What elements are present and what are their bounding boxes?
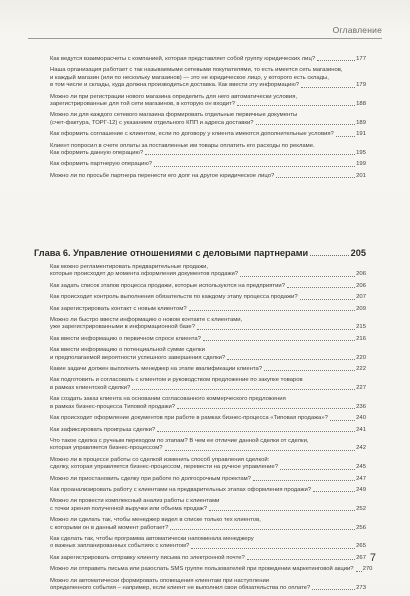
toc-entry (50, 517, 366, 536)
toc-entry-page-number: 206 (356, 282, 366, 289)
dot-leader (317, 60, 355, 61)
toc-entry-page-number: 195 (356, 150, 366, 157)
running-header-title: Оглавление (332, 25, 382, 35)
toc-entry-last-line (50, 324, 366, 331)
toc-entry-page-number: 201 (356, 172, 366, 179)
toc-entry (50, 555, 366, 566)
dot-leader (276, 177, 355, 178)
toc-entry (50, 336, 366, 347)
toc-entry-line: Как ввести информацию о потенциальной сумме сделки (50, 347, 205, 354)
toc-entry-text: Как зарегистрировать отправку клиенту письма по электронной почте? (50, 554, 245, 561)
toc-entry (50, 377, 366, 396)
toc-entry-page-number: 241 (356, 426, 366, 433)
dot-leader (203, 340, 355, 341)
toc-entry-last-line (50, 161, 366, 168)
toc-entry-page-number: 207 (356, 294, 366, 301)
dot-leader (312, 589, 355, 590)
toc-entry-page-number: 240 (356, 415, 366, 422)
toc-entry-last-line (50, 404, 366, 411)
toc-entry (50, 396, 366, 415)
dot-leader (154, 166, 355, 167)
toc-entry-last-line (50, 555, 366, 562)
dot-leader (132, 389, 355, 390)
toc-entry-page-number: 256 (356, 524, 366, 531)
toc-entry-page-number: 189 (356, 119, 366, 126)
dot-leader (165, 450, 356, 451)
toc-entry-page-number: 220 (356, 354, 366, 361)
toc-entry (50, 112, 366, 131)
toc-entry-page-number: 247 (356, 475, 366, 482)
toc-entry-text: Как зафиксировать проигрыш сделки? (50, 426, 156, 433)
toc-entry-text: (счет-фактура, ТОРГ-12) с указанием отдельного КПП и адреса доставки? (50, 119, 254, 126)
toc-entry-line: Можно ли быстро ввести информацию о новом контакте с клиентами, (50, 317, 243, 324)
chapter-page-number: 205 (350, 248, 366, 258)
toc-entry-page-number: 177 (356, 56, 366, 62)
toc-entry-last-line (50, 294, 366, 301)
toc-entry-line: и каждый магазин (или по нескольку магазинов) — это не юридическое лицо, у которого есть склады, (50, 74, 329, 81)
toc-entry-text: Как происходит контроль выполнения обязательств по каждому этапу процесса продажи? (50, 294, 298, 301)
toc-entry-text: Как проанализировать работу с клиентами на предварительных этапах оформления продажи? (50, 486, 312, 493)
toc-entry-page-number: 215 (356, 324, 366, 331)
toc-entry-last-line (50, 543, 366, 550)
toc-entry (50, 536, 366, 555)
toc-entry-page-number: 267 (356, 554, 366, 561)
dot-leader (256, 124, 356, 125)
toc-entry (50, 566, 373, 577)
toc-entry-text: в том числе и склады, куда должна производиться доставка. Как ввести эту информацию? (50, 82, 300, 89)
toc-entry-text: определенного события – например, если клиент не выполнил свои обязательства по оплате? (50, 585, 311, 591)
toc-entry-last-line (50, 427, 366, 434)
toc-entry (50, 427, 366, 438)
toc-section-chapter-6 (50, 264, 373, 596)
dot-leader (287, 287, 355, 288)
header-rule (28, 38, 382, 39)
dot-leader (310, 255, 348, 256)
toc-entry-last-line (50, 306, 366, 313)
toc-entry-text: с которыми он в данный момент работает? (50, 524, 169, 531)
toc-entry-last-line (50, 131, 366, 138)
dot-leader (330, 420, 355, 421)
toc-entry-text: которая управляется бизнес-процессом? (50, 445, 163, 452)
toc-entry-page-number: 249 (356, 486, 366, 493)
dot-leader (301, 87, 355, 88)
toc-entry (50, 264, 366, 283)
toc-entry-last-line (50, 506, 366, 513)
toc-entry-text: Как оформить данную операцию? (50, 150, 144, 157)
toc-entry-line: Можно ли автоматически формировать оповещения клиентам при наступлении (50, 577, 270, 584)
toc-entry-text: уже зарегистрированными в информационной базе? (50, 324, 195, 331)
toc-entry-page-number: 273 (356, 585, 366, 591)
toc-entry-line: Можно ли для каждого сетевого магазина формировать отдельные первичные документы (50, 112, 298, 119)
toc-entry-text: Можно ли приостановить сделку при работе по долгосрочным проектам? (50, 475, 251, 482)
toc-entry-line: Можно ли при регистрации нового магазина определить для него автоматически условия, (50, 93, 298, 100)
toc-entry (50, 294, 366, 305)
toc-entry-page-number: 216 (356, 335, 366, 342)
dot-leader (264, 370, 355, 371)
dot-leader (300, 299, 356, 300)
dot-leader (177, 408, 355, 409)
toc-entry-page-number: 191 (356, 131, 366, 138)
toc-entry-page-number: 242 (356, 445, 366, 452)
toc-entry-last-line (50, 366, 366, 373)
toc-entry (50, 487, 366, 498)
toc-entry-last-line (50, 415, 366, 422)
toc-entry-text: Как оформить соглашение с клиентом, если по договору у клиента имеются дополнительные условия? (50, 131, 334, 138)
toc-entry (50, 283, 366, 294)
toc-entry-last-line (50, 585, 366, 592)
toc-entry-line: Наша организация работает с так называемыми сетевыми покупателями, то есть имеется сеть магазинов, (50, 67, 343, 74)
toc-entry-page-number: 252 (356, 505, 366, 512)
toc-entry-text: зарегистрированные для той сети магазинов, в которую он входит? (50, 101, 236, 108)
dot-leader (237, 105, 355, 106)
toc-entry-page-number: 265 (356, 543, 366, 550)
toc-entry-text: Как оформить партнерую операцию? (50, 161, 153, 168)
toc-entry (50, 131, 366, 142)
toc-entry-text: о важных запланированных событиях с клиентом? (50, 543, 190, 550)
toc-entry-line: Можно ли провести комплексный анализ работы с клиентами (50, 498, 220, 505)
dot-leader (145, 154, 355, 155)
toc-entry (50, 306, 366, 317)
toc-entry-page-number: 270 (362, 566, 373, 573)
toc-entry (50, 476, 366, 487)
toc-entry-text: в рамках бизнес-процесса Типовой продажи? (50, 403, 176, 410)
chapter-heading (34, 248, 366, 258)
toc-entry-last-line (50, 82, 366, 89)
toc-entry-page-number: 199 (356, 161, 366, 168)
toc-entry-last-line (50, 283, 366, 290)
toc-entry-last-line (50, 385, 366, 392)
toc-entry (50, 94, 366, 113)
toc-entry-text: Какие задачи должен выполнить менеджер на этапе квалификации клиента? (50, 366, 263, 373)
toc-section-before-chapter (50, 56, 366, 184)
toc-entry (50, 143, 366, 162)
toc-entry-last-line (50, 336, 366, 343)
dot-leader (157, 431, 355, 432)
toc-entry (50, 415, 366, 426)
toc-entry-line: Как можно регламентировать предварительные продажи, (50, 264, 209, 270)
dot-leader (240, 276, 355, 277)
toc-entry-text: Как происходит оформление документов при работе в рамках бизнес-процесса «Типовая продажа»? (50, 415, 328, 422)
toc-entry (50, 366, 366, 377)
toc-entry-page-number: 188 (356, 101, 366, 108)
dot-leader (227, 359, 355, 360)
dot-leader (170, 529, 355, 530)
dot-leader (280, 469, 355, 470)
toc-entry-text: Можно ли по просьбе партнера перенести его долг на другое юридическое лицо? (50, 172, 275, 179)
toc-entry-text: которые происходят до момента оформления документов продажи? (50, 271, 239, 278)
toc-entry (50, 161, 366, 172)
toc-entry-last-line (50, 150, 366, 157)
toc-entry-last-line (50, 120, 366, 127)
toc-entry-line: Как создать заказ клиента на основании согласованного коммерческого предложения (50, 396, 286, 403)
toc-entry-page-number: 209 (356, 305, 366, 312)
toc-entry-text: с точки зрения полученной выручки или объема продаж? (50, 505, 207, 512)
toc-entry-last-line (50, 355, 366, 362)
dot-leader (356, 571, 362, 572)
toc-entry (50, 56, 366, 67)
dot-leader (189, 310, 356, 311)
toc-entry (50, 173, 366, 184)
chapter-title: Глава 6. Управление отношениями с деловыми партнерами (34, 248, 309, 258)
toc-entry-last-line (50, 173, 366, 180)
toc-entry-last-line (50, 445, 366, 452)
toc-entry-last-line (50, 271, 366, 278)
toc-entry-page-number: 236 (356, 403, 366, 410)
toc-entry-page-number: 222 (356, 366, 366, 373)
toc-entry-text: Как ввести информацию о первичном спросе клиента? (50, 335, 201, 342)
dot-leader (197, 329, 355, 330)
toc-entry-text: Как зарегистрировать контакт с новым клиентом? (50, 305, 187, 312)
toc-entry-last-line (50, 476, 366, 483)
toc-entry-text: и предполагаемой вероятности успешного завершения сделки? (50, 354, 226, 361)
toc-entry-last-line (50, 566, 373, 573)
toc-entry-line: Что такое сделка с ручным переходом по этапам? В чем ее отличие данной сделки от сделки, (50, 437, 309, 444)
toc-entry-last-line (50, 101, 366, 108)
toc-entry (50, 317, 366, 336)
dot-leader (253, 480, 355, 481)
toc-entry-last-line (50, 487, 366, 494)
page-number: 7 (369, 552, 376, 564)
dot-leader (247, 559, 355, 560)
dot-leader (209, 510, 355, 511)
toc-entry-text: Как задать список этапов процесса продажи, которые используются на предприятии? (50, 282, 285, 289)
dot-leader (336, 136, 355, 137)
toc-entry-text: Как ведутся взаиморасчеты с компанией, которая представляет собой группу юридических лиц? (50, 56, 316, 62)
toc-entry (50, 578, 366, 596)
toc-entry-line: Можно ли сделать так, чтобы менеджер видел в списке только тех клиентов, (50, 517, 261, 524)
toc-entry-text: сделку, которая управляется бизнес-процессом, перевести на ручное управление? (50, 464, 278, 471)
toc-entry-line: Как сделать так, чтобы программа автоматически напоминала менеджеру (50, 535, 254, 542)
toc-entry (50, 498, 366, 517)
toc-entry-page-number: 245 (356, 464, 366, 471)
toc-entry-text: в рамках клиентской сделки? (50, 384, 131, 391)
toc-entry (50, 347, 366, 366)
toc-entry (50, 438, 366, 457)
toc-entry-last-line (50, 525, 366, 532)
toc-entry (50, 67, 366, 93)
toc-entry (50, 457, 366, 476)
dot-leader (191, 548, 355, 549)
toc-entry-line: Клиент попросил в счете оплаты за поставленные им товары оплатить его расходы по рекламе. (50, 142, 315, 149)
toc-entry-last-line (50, 464, 366, 471)
toc-entry-line: Можно ли в процессе работы со сделкой изменить способ управления сделкой: (50, 456, 270, 463)
toc-entry-page-number: 206 (356, 271, 366, 278)
toc-entry-line: Как подготовить и согласовать с клиентом и руководством предложение по закупке товаров (50, 377, 303, 384)
toc-entry-text: Можно ли отправить письма или разослать SMS группе пользователей при проведении маркетинговой акции? (50, 566, 354, 573)
toc-entry-page-number: 179 (356, 82, 366, 89)
dot-leader (313, 491, 355, 492)
toc-entry-last-line (50, 56, 366, 63)
toc-entry-page-number: 227 (356, 384, 366, 391)
